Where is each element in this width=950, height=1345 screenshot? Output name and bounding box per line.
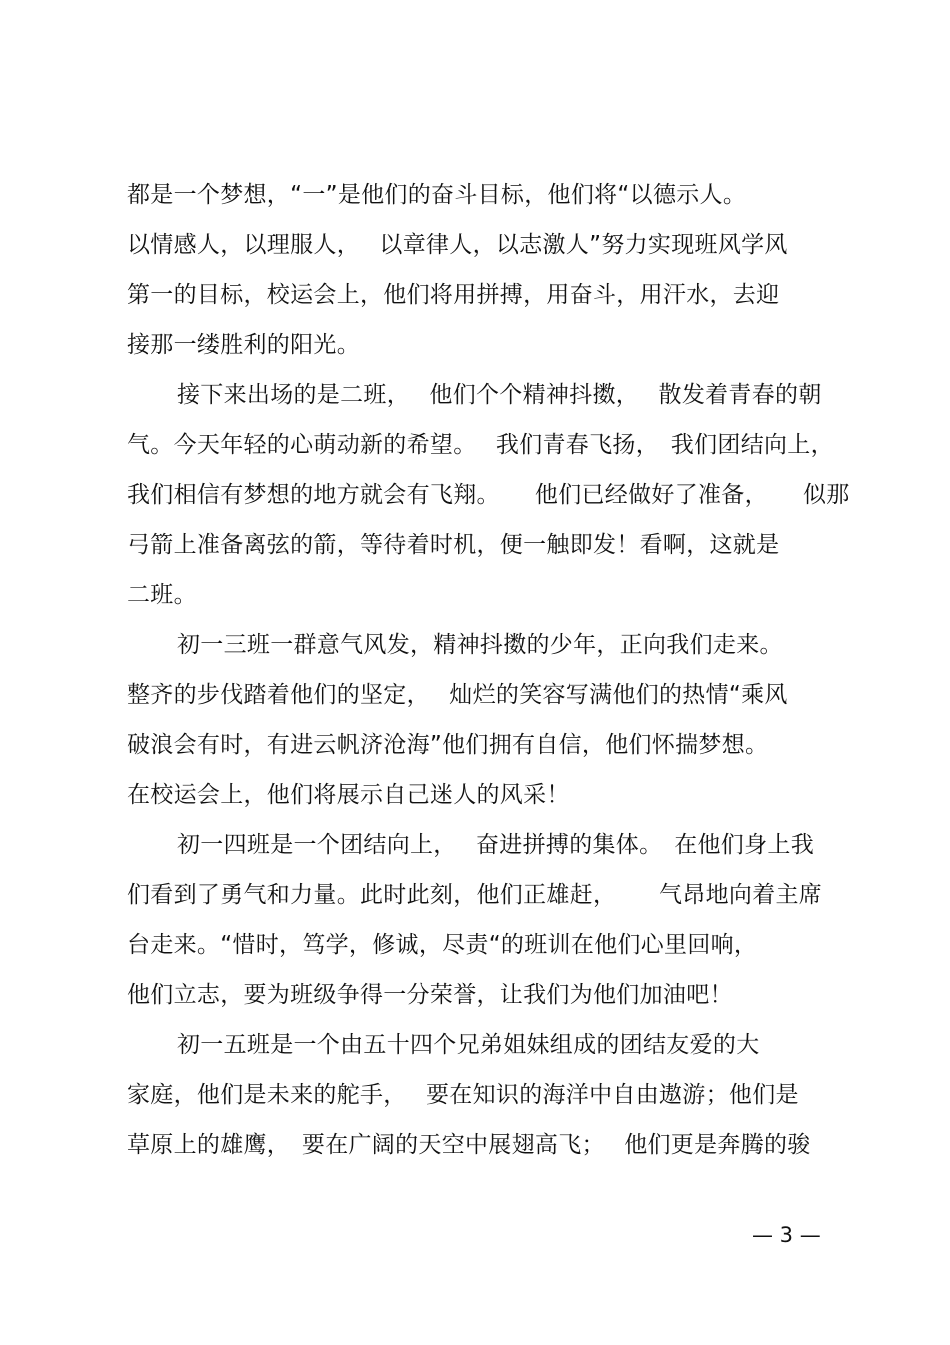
text-line: 以情感人，以理服人， 以章律人，以志激人”努力实现班风学风 [127,232,788,258]
text-line: 家庭，他们是未来的舵手， 要在知识的海洋中自由遨游；他们是 [127,1082,799,1108]
paragraph-first-line: 初一三班一群意气风发，精神抖擞的少年，正向我们走来。 [177,632,783,658]
text-line: 他们立志，要为班级争得一分荣誉，让我们为他们加油吧！ [127,982,733,1008]
text-line: 破浪会有时，有进云帆济沧海”他们拥有自信，他们怀揣梦想。 [127,732,769,758]
text-line: 我们相信有梦想的地方就会有飞翔。 他们已经做好了准备， 似那 [127,482,850,508]
text-line: 在校运会上，他们将展示自己迷人的风采！ [127,782,570,808]
text-line: 们看到了勇气和力量。此时此刻，他们正雄赶， 气昂地向着主席 [127,882,823,908]
paragraph-first-line: 初一四班是一个团结向上， 奋进拼搏的集体。 在他们身上我 [177,832,815,858]
text-line: 弓箭上准备离弦的箭，等待着时机，便一触即发！看啊，这就是 [127,532,780,558]
text-line: 草原上的雄鹰， 要在广阔的天空中展翅高飞； 他们更是奔腾的骏 [127,1132,811,1158]
text-line: 气。今天年轻的心萌动新的希望。 我们青春飞扬， 我们团结向上， [127,432,834,458]
paragraph-first-line: 初一五班是一个由五十四个兄弟姐妹组成的团结友爱的大 [177,1032,760,1058]
page-number: — 3 — [752,1223,821,1247]
text-line: 整齐的步伐踏着他们的坚定， 灿烂的笑容写满他们的热情“乘风 [127,682,788,708]
paragraph-first-line: 接下来出场的是二班， 他们个个精神抖擞， 散发着青春的朝 [177,382,822,408]
text-line: 都是一个梦想，“一”是他们的奋斗目标，他们将“以德示人。 [127,182,747,208]
text-line: 二班。 [127,582,197,608]
text-line: 第一的目标，校运会上，他们将用拼搏，用奋斗，用汗水，去迎 [127,282,780,308]
text-line: 接那一缕胜利的阳光。 [127,332,360,358]
text-line: 台走来。“惜时，笃学，修诚，尽责“的班训在他们心里回响， [127,932,758,958]
